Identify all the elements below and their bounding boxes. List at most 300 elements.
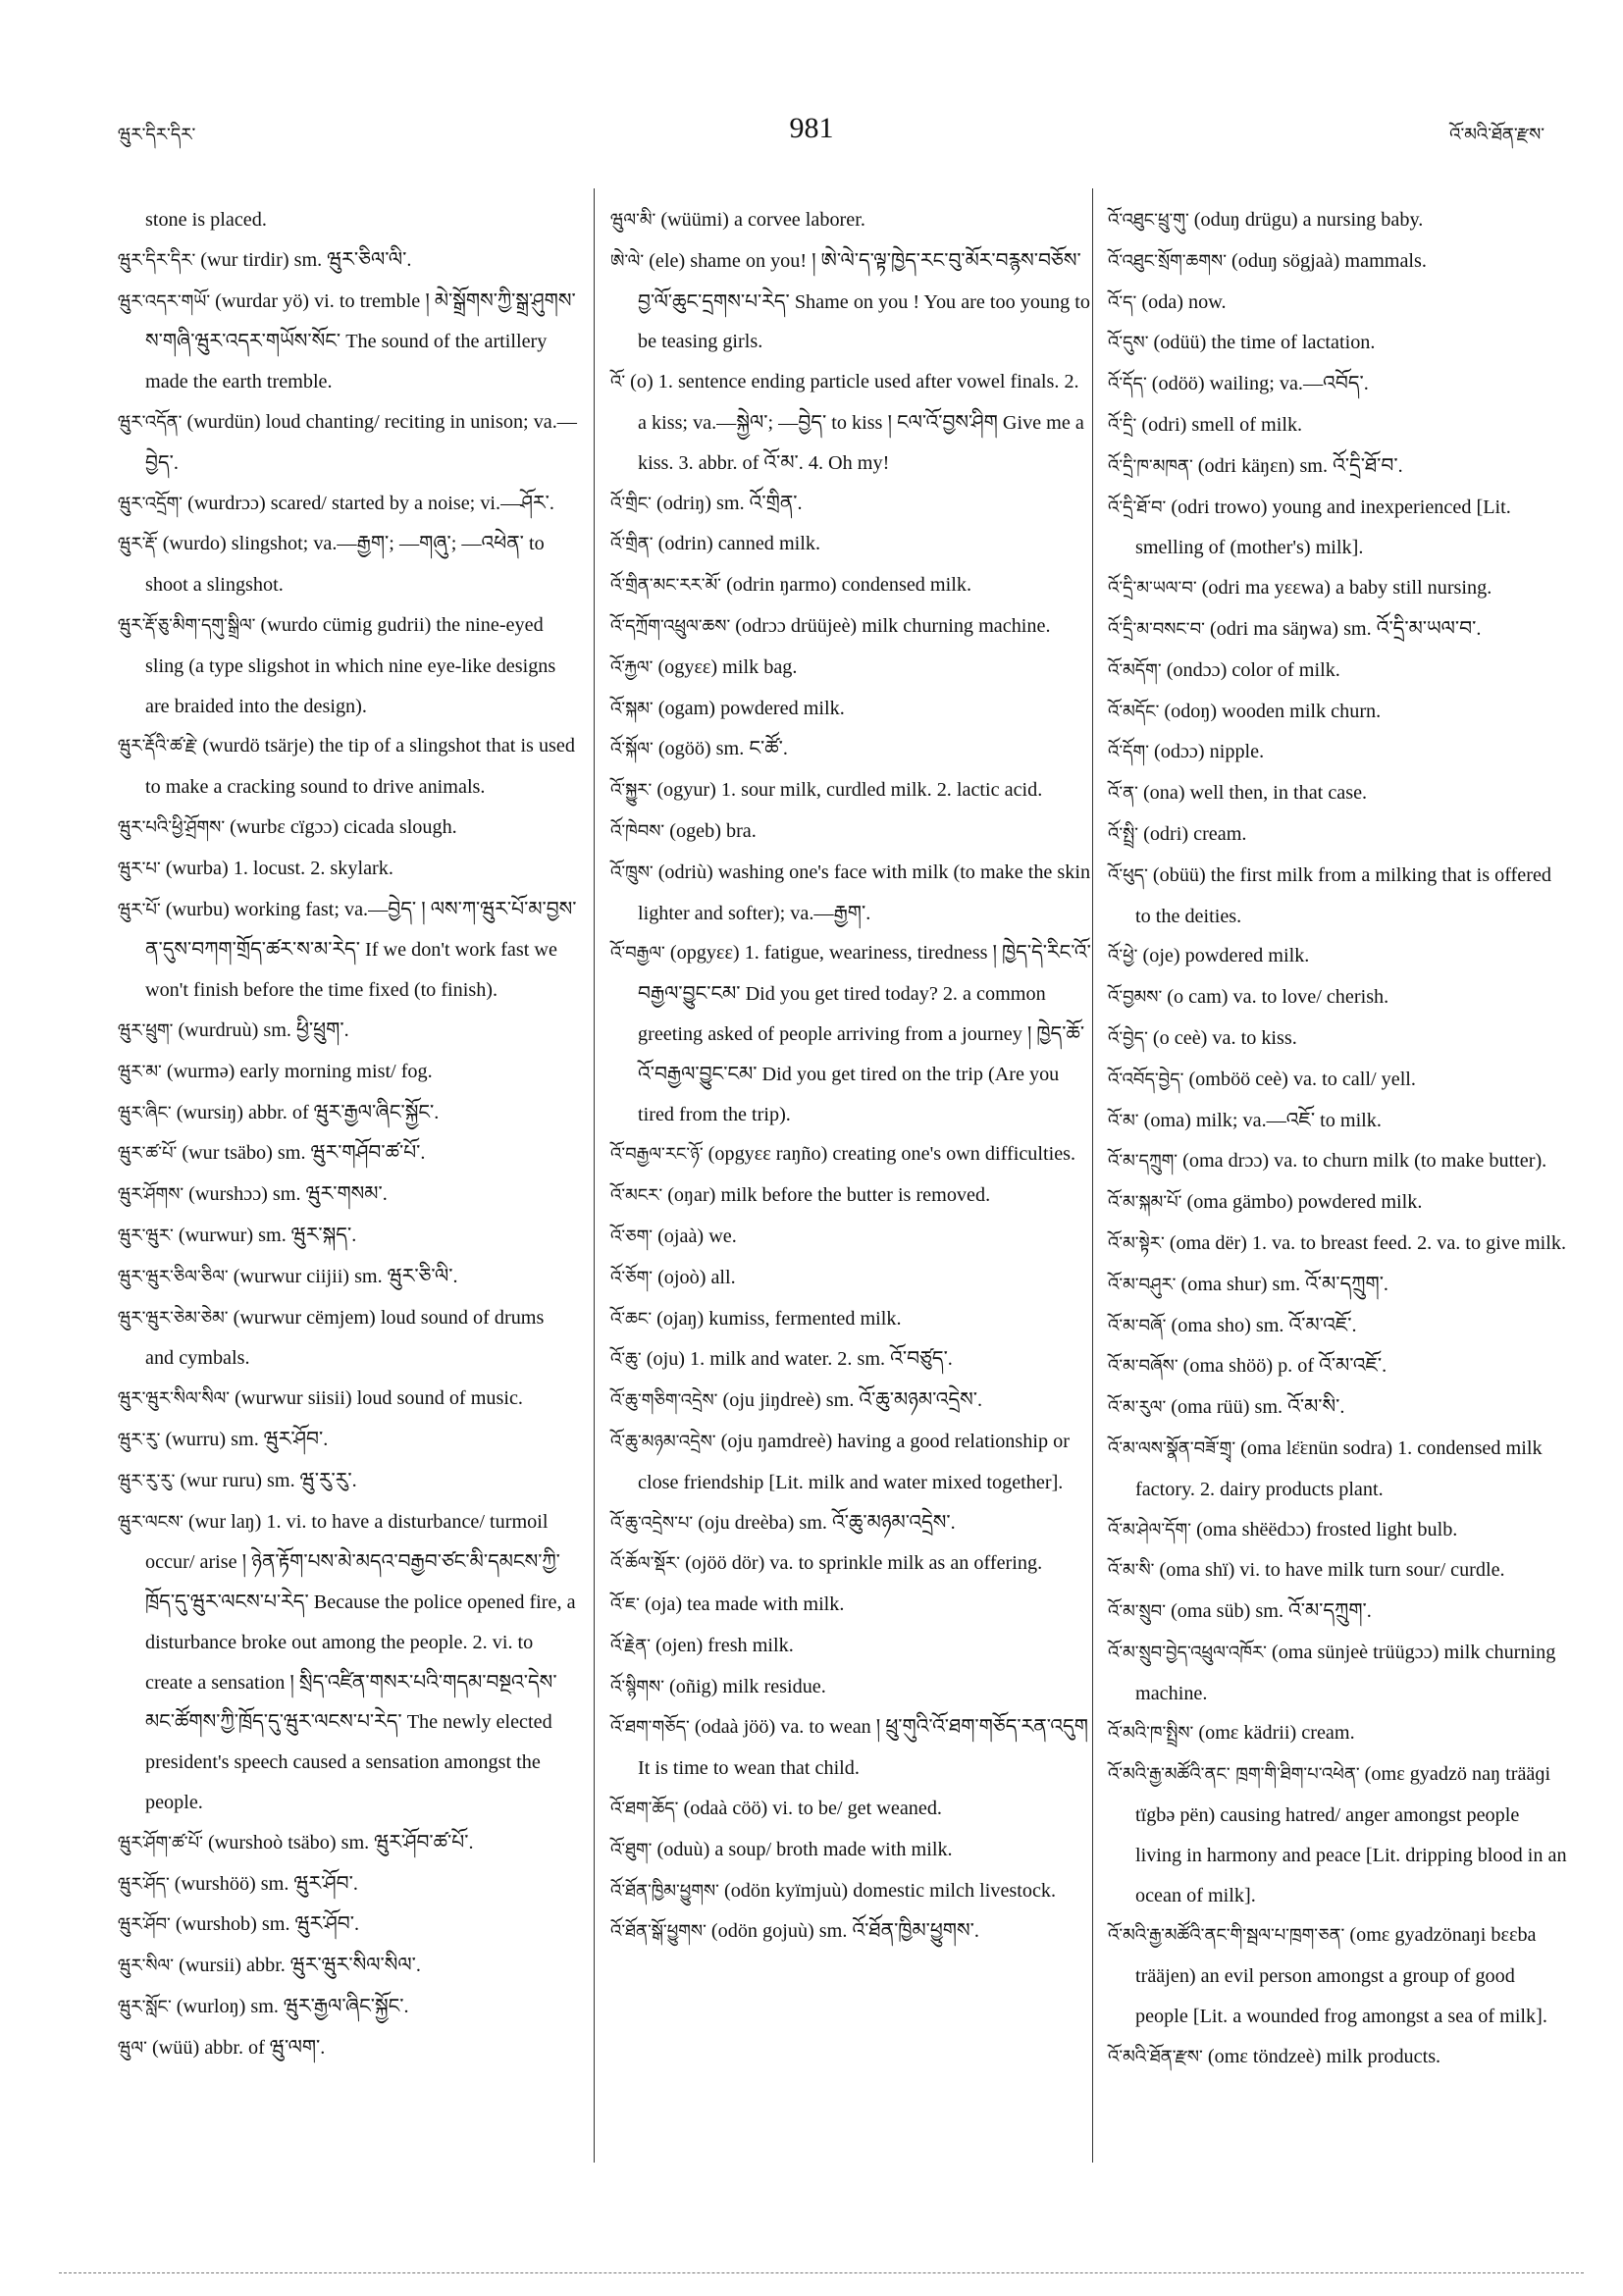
- dictionary-entry: [118, 200, 577, 240]
- entry-headword: འོ་མདོང་: [1108, 701, 1160, 722]
- entry-definition: (ojaà) we.: [657, 1225, 737, 1247]
- entry-definition: (obüü) the first milk from a milking that is offered to the deities.: [1135, 863, 1552, 927]
- entry-definition: (odüü) the time of lactation.: [1153, 332, 1376, 354]
- entry-headword: ཝུར་མ་: [118, 1061, 162, 1082]
- dictionary-entry: [118, 524, 577, 605]
- dictionary-entry: [1108, 1265, 1569, 1306]
- entry-headword: འོ་བྱེད་: [1108, 1027, 1148, 1049]
- entry-definition: (ogyur) 1. sour milk, curdled milk. 2. lactic acid.: [656, 779, 1043, 802]
- entry-definition: (odoŋ) wooden milk churn.: [1164, 700, 1382, 722]
- entry-headword: འོ་མ་བཞོས་: [1108, 1356, 1178, 1378]
- entry-headword: འོ་ཐོན་སྒོ་ཕྱུགས་: [610, 1921, 707, 1943]
- dictionary-entry: [118, 1823, 577, 1864]
- entry-headword: ཝུར་ཚ་པོ་: [118, 1143, 178, 1165]
- entry-headword: ཝུར་འདྲོག་: [118, 493, 183, 514]
- entry-definition: (odrin) canned milk.: [657, 533, 820, 555]
- entry-definition: (wurdo cümig gudrii) the nine-eyed sling (a type sligshot in which nine eye-like designs are braided into the design).: [145, 613, 556, 717]
- entry-definition: (odɔɔ) nipple.: [1154, 741, 1265, 763]
- entry-definition: (oju dreèba) sm. འོ་ཆུ་མཉམ་འདྲེས་.: [698, 1511, 956, 1534]
- entry-definition: (oma lɛ̈ɛnün sodra) 1. condensed milk factory. 2. dairy products plant.: [1135, 1436, 1543, 1500]
- dictionary-entry: [1108, 1713, 1569, 1754]
- dictionary-entry: [610, 1299, 1091, 1340]
- entry-headword: འོ་དུས་: [1108, 333, 1149, 354]
- entry-definition: (wursii) abbr. ཝུར་ཝུར་སིལ་སིལ་.: [179, 1955, 421, 1977]
- entry-definition: (wurbɛ cïgɔɔ) cicada slough.: [230, 815, 457, 838]
- dictionary-entry: [118, 1905, 577, 1946]
- entry-definition: (odriù) washing one's face with milk (to make the skin lighter and softer); va.—རྒྱག་.: [638, 861, 1091, 924]
- entry-definition: (wur laŋ) 1. vi. to have a disturbance/ turmoil occur/ arise ། ཉེན་རྟོག་པས་མེ་མདའ་བརྒྱབ་ཙང་མི་དམངས་ཀྱི་ཁྲོད་དུ་ཝུར་ལངས་པ་རེད་ Because the police opened fire, a disturbance broke out among the people. 2. vi. to create a sensation ། སྲིད་འཛིན་གསར་པའི་གདམ་བསྔའ་དེས་མང་ཚོགས་ཀྱི་ཁྲོད་དུ་ཝུར་ལངས་པ་རེད་ The newly elected president's speech caused a sensation amongst the people.: [145, 1510, 576, 1814]
- dictionary-entry: [118, 1257, 577, 1298]
- entry-definition: (wurwur) sm. ཝུར་སྐད་.: [178, 1224, 357, 1246]
- dictionary-entry: [1108, 609, 1569, 651]
- dictionary-entry: [1108, 1387, 1569, 1429]
- entry-headword: འོ་ཆུ་: [610, 1349, 642, 1371]
- entry-definition: (wüümi) a corvee laborer.: [660, 209, 865, 231]
- entry-definition: (ogöö) sm. ང་ཚོ་.: [657, 738, 788, 760]
- entry-definition: stone is placed.: [145, 209, 267, 231]
- entry-definition: (ojöö dör) va. to sprinkle milk as an offering.: [685, 1552, 1043, 1575]
- dictionary-entry: [610, 729, 1091, 770]
- dictionary-entry: [1108, 732, 1569, 773]
- entry-headword: འོ་ཁེབས་: [610, 820, 665, 842]
- dictionary-entry: [1108, 1182, 1569, 1224]
- bottom-scan-line: [59, 2272, 1584, 2273]
- entry-definition: (oma shëëdɔɔ) frosted light bulb.: [1196, 1518, 1458, 1540]
- entry-headword: འོ་ཐག་གཅོད་: [610, 1717, 690, 1739]
- entry-definition: (ojen) fresh milk.: [655, 1634, 794, 1656]
- dictionary-entry: [610, 933, 1091, 1134]
- dictionary-entry: [118, 890, 577, 1011]
- entry-definition: (wurdar yö) vi. to tremble ། མེ་སྒྲོགས་ཀྱི་སྒྲ་ཤུགས་ས་གཞི་ཝུར་འདར་གཡོས་སོང་ The sound of the artillery made the earth tremble.: [145, 289, 576, 393]
- entry-headword: འོ་ཅག་: [610, 1226, 654, 1247]
- entry-headword: འོ་ཆུ་འདྲེས་པ་: [610, 1512, 694, 1534]
- dictionary-entry: [1108, 1510, 1569, 1551]
- dictionary-entry: [1108, 2037, 1569, 2078]
- entry-headword: འོ་གྲིན་: [610, 534, 654, 555]
- entry-definition: (ona) well then, in that case.: [1142, 782, 1368, 805]
- entry-headword: འོ་འཐུང་ཕྲུ་གུ་: [1108, 210, 1189, 231]
- entry-headword: ཝུར་ཕྲུག་: [118, 1019, 174, 1041]
- dictionary-entry: [1108, 1754, 1569, 1915]
- dictionary-entry: [118, 1864, 577, 1905]
- entry-headword: འོ་མ་: [1108, 1110, 1139, 1131]
- dictionary-entry: [610, 1789, 1091, 1830]
- entry-definition: (wurshöö) sm. ཝུར་ཤོབ་.: [174, 1872, 358, 1895]
- entry-definition: (wurshɔɔ) sm. ཝུར་གསམ་.: [188, 1183, 388, 1206]
- entry-definition: (odrɔɔ drüüjeè) milk churning machine.: [735, 614, 1051, 637]
- entry-definition: (odri ma yɛɛwa) a baby still nursing.: [1201, 577, 1492, 600]
- dictionary-entry: [1108, 1060, 1569, 1101]
- dictionary-entry: [610, 1217, 1091, 1258]
- dictionary-entry: [610, 1911, 1091, 1953]
- dictionary-entry: [118, 1174, 577, 1216]
- dictionary-entry: [610, 1543, 1091, 1585]
- entry-headword: ཝུར་པ་: [118, 858, 161, 879]
- dictionary-entry: [1108, 814, 1569, 856]
- entry-definition: (ojaŋ) kumiss, fermented milk.: [656, 1307, 902, 1330]
- entry-definition: (wurloŋ) sm. ཝུར་རྒྱལ་ཞིང་སྐྱོང་.: [176, 1996, 409, 2018]
- running-head-right: འོ་མའི་ཐོན་རྫས་: [1449, 125, 1544, 145]
- entry-definition: (wur tirdir) sm. ཝུར་ཅིལ་ལི་.: [200, 248, 412, 271]
- entry-definition: (odriŋ) sm. འོ་གྲིན་.: [656, 492, 803, 514]
- dictionary-entry: [1108, 241, 1569, 283]
- entry-definition: (omɛ gyadzö naŋ trääɡi tïgbə pën) causing hatred/ anger amongst people living in harmony and peace [Lit. dripping blood in an ocean of milk].: [1135, 1763, 1567, 1906]
- entry-headword: ཝུར་རུ་རུ་: [118, 1470, 176, 1491]
- dictionary-entry: [610, 811, 1091, 853]
- entry-definition: (odri ma säŋwa) sm. འོ་དྲི་མ་ཡལ་བ་.: [1209, 617, 1482, 640]
- dictionary-entry: [1108, 1915, 1569, 2036]
- dictionary-entry: [1108, 856, 1569, 937]
- entry-headword: ཝུར་ཤོད་: [118, 1873, 170, 1895]
- entry-definition: (odrin ŋarmo) condensed milk.: [726, 574, 971, 597]
- entry-definition: (wüü) abbr. of ཝུ་ལག་.: [151, 2036, 326, 2059]
- entry-headword: འོ་བརྒྱལ་རང་ཉོ་: [610, 1144, 704, 1166]
- entry-headword: འོ་དྲི་ཁ་མཁན་: [1108, 455, 1193, 477]
- page-header: [0, 110, 1623, 169]
- dictionary-entry: [1108, 283, 1569, 324]
- dictionary-entry: [118, 1420, 577, 1461]
- dictionary-entry: [610, 1422, 1091, 1503]
- entry-headword: ཝུར་ཝུར་: [118, 1225, 174, 1246]
- dictionary-entry: [610, 1585, 1091, 1626]
- dictionary-entry: [610, 770, 1091, 811]
- entry-headword: འོ་སྤྲི་: [1108, 823, 1139, 845]
- dictionary-entry: [610, 1381, 1091, 1422]
- column-divider: [594, 188, 595, 2163]
- entry-definition: (wurshob) sm. ཝུར་ཤོབ་.: [175, 1913, 359, 1936]
- dictionary-entry: [118, 240, 577, 282]
- dictionary-entry: [1108, 692, 1569, 733]
- dictionary-entry: [1108, 488, 1569, 569]
- entry-definition: (wurwur cëmjem) loud sound of drums and cymbals.: [145, 1306, 545, 1370]
- entry-headword: ཝུར་ཞིང་: [118, 1102, 172, 1123]
- dictionary-entry: [610, 689, 1091, 730]
- entry-headword: ཝུར་ཤོགས་: [118, 1184, 184, 1206]
- entry-definition: (oma rüü) sm. འོ་མ་སི་.: [1171, 1396, 1345, 1419]
- entry-headword: འོ་མ་སྲུབ་བྱེད་འཕྲུལ་འཁོར་: [1108, 1642, 1267, 1663]
- dictionary-entry: [1108, 200, 1569, 241]
- entry-headword: འོ་ཆུ་མཉམ་འདྲེས་: [610, 1431, 716, 1452]
- dictionary-entry: [610, 1503, 1091, 1544]
- dictionary-entry: [118, 1216, 577, 1257]
- dictionary-entry: [1108, 323, 1569, 364]
- entry-headword: འོ་ན་: [1108, 783, 1138, 805]
- entry-headword: ཝུར་རྡོའི་ཚ་རྗེ་: [118, 736, 198, 757]
- dictionary-entry: [1108, 936, 1569, 977]
- dictionary-entry: [1108, 568, 1569, 609]
- entry-headword: འོ་སྐོལ་: [610, 739, 654, 760]
- entry-definition: (oma sho) sm. འོ་མ་འཇོ་.: [1171, 1314, 1357, 1336]
- entry-definition: (odri trowo) young and inexperienced [Lit. smelling of (mother's) milk].: [1135, 496, 1511, 559]
- entry-definition: (ojoò) all.: [657, 1266, 736, 1288]
- entry-definition: (ogam) powdered milk.: [657, 697, 845, 719]
- dictionary-entry: [1108, 651, 1569, 692]
- dictionary-entry: [118, 282, 577, 402]
- entry-definition: (odri) smell of milk.: [1141, 413, 1303, 436]
- dictionary-entry: [610, 241, 1091, 362]
- entry-headword: ཨེ་ལེ་: [610, 250, 645, 272]
- dictionary-entry: [1108, 1141, 1569, 1182]
- entry-definition: (ogyɛɛ) milk bag.: [657, 655, 798, 678]
- entry-definition: (omɛ gyadzönaŋi bɛɛba trääjen) an evil person amongst a group of good people [Lit. a wounded frog amongst a sea of milk].: [1135, 1924, 1547, 2028]
- entry-definition: (oduŋ sögjaà) mammals.: [1231, 249, 1427, 272]
- dictionary-entry: [1108, 773, 1569, 814]
- dictionary-entry: [1108, 1306, 1569, 1347]
- running-head-left: ཝུར་དིར་དིར་: [118, 125, 196, 145]
- entry-definition: (oduù) a soup/ broth made with milk.: [656, 1838, 953, 1860]
- entry-definition: (oma süb) sm. འོ་མ་དཀྲུག་.: [1171, 1600, 1372, 1623]
- dictionary-entry: [118, 1011, 577, 1052]
- entry-headword: ཝུར་དིར་དིར་: [118, 249, 196, 271]
- dictionary-entry: [1108, 1550, 1569, 1592]
- entry-headword: འོ་མ་དཀྲུག་: [1108, 1151, 1178, 1173]
- entry-headword: ཝུར་ཝུར་ཅིལ་ཅིལ་: [118, 1266, 229, 1287]
- dictionary-entry: [1108, 1101, 1569, 1142]
- entry-definition: (wurdö tsärje) the tip of a slingshot that is used to make a cracking sound to drive animals.: [145, 735, 575, 799]
- entry-headword: འོ་མ་ལས་སྣོན་བཟོ་གྲྭ་: [1108, 1437, 1236, 1459]
- entry-definition: (wurbu) working fast; va.—བྱེད་ ། ལས་ཀ་ཝུར་པོ་མ་བྱས་ན་དུས་བཀག་གྲོད་ཚར་ས་མ་རེད་ If we don't work fast we won't finish before the time fixed (to finish).: [145, 898, 577, 1002]
- entry-definition: (oma gämbo) powdered milk.: [1186, 1191, 1423, 1214]
- entry-headword: འོ་དྲི་: [1108, 414, 1137, 436]
- entry-definition: (omɛ töndzeè) milk products.: [1207, 2045, 1441, 2067]
- entry-headword: འོ་ད་: [1108, 291, 1137, 313]
- entry-headword: ཝུལ་མི་: [610, 210, 656, 231]
- entry-headword: འོ་མདོག་: [1108, 659, 1162, 681]
- entry-headword: འོ་ཆུ་གཅིག་འདྲེས་: [610, 1390, 718, 1412]
- entry-definition: (opgyɛɛ raŋño) creating one's own difficulties.: [707, 1143, 1076, 1166]
- entry-headword: འོ་གྲིན་མང་རར་མོ་: [610, 575, 722, 597]
- entry-definition: (odöö) wailing; va.—འབོད་.: [1151, 373, 1369, 395]
- entry-headword: འོ་དྲི་མ་ཡལ་བ་: [1108, 578, 1197, 600]
- entry-headword: འོ་རྗེན་: [610, 1635, 651, 1656]
- entry-definition: (oma drɔɔ) va. to churn milk (to make butter).: [1182, 1150, 1547, 1173]
- entry-headword: འོ་ཐོན་ཁྱིམ་ཕྱུགས་: [610, 1880, 719, 1902]
- entry-definition: (o ceè) va. to kiss.: [1152, 1026, 1297, 1049]
- dictionary-entry: [1108, 1429, 1569, 1510]
- dictionary-entry: [118, 1461, 577, 1502]
- dictionary-entry: [610, 853, 1091, 934]
- entry-definition: (odri) cream.: [1143, 822, 1247, 845]
- dictionary-entry: [1108, 1224, 1569, 1265]
- entry-headword: འོ་མ་སྟེར་: [1108, 1232, 1165, 1254]
- entry-headword: ཝུལ་: [118, 2037, 147, 2059]
- entry-definition: (oju ŋamdreè) having a good relationship or close friendship [Lit. milk and water mixed together].: [638, 1430, 1070, 1493]
- dictionary-entry: [610, 1134, 1091, 1175]
- entry-headword: འོ་མ་བཤུར་: [1108, 1274, 1177, 1295]
- page-number: 981: [789, 112, 834, 144]
- entry-headword: འོ་སྙིགས་: [610, 1676, 664, 1697]
- entry-definition: (wurdruù) sm. ཕྱི་ཕྲུག་.: [178, 1018, 349, 1041]
- entry-definition: (o cam) va. to love/ cherish.: [1167, 986, 1389, 1009]
- entry-headword: འོ་རྐྱལ་: [610, 656, 654, 678]
- dictionary-entry: [118, 402, 577, 484]
- dictionary-entry: [610, 565, 1091, 606]
- dictionary-entry: [118, 849, 577, 890]
- entry-definition: (wur ruru) sm. ཝུ་རུ་རུ་.: [180, 1469, 357, 1491]
- dictionary-entry: [610, 484, 1091, 525]
- dictionary-entry: [610, 1626, 1091, 1667]
- dictionary-entry: [610, 1707, 1091, 1789]
- dictionary-entry: [610, 606, 1091, 648]
- entry-headword: འོ་གྲིང་: [610, 493, 652, 514]
- entry-definition: (oma shur) sm. འོ་མ་དཀྲུག་.: [1180, 1273, 1388, 1295]
- entry-definition: (odaà jöö) va. to wean ། ཕྲུ་གུའི་འོ་ཐག་གཅོད་རན་འདུག It is time to wean that child.: [638, 1716, 1088, 1780]
- entry-definition: (oma) milk; va.—འཇོ་ to milk.: [1143, 1109, 1382, 1131]
- entry-definition: (oñig) milk residue.: [669, 1675, 826, 1697]
- entry-headword: ཝུར་ཤོབ་: [118, 1914, 171, 1936]
- dictionary-entry: [610, 524, 1091, 565]
- entry-definition: (wurwur ciijii) sm. ཝུར་ཅི་ལི་.: [233, 1265, 458, 1287]
- entry-headword: འོ་འཐུང་སྲོག་ཆགས་: [1108, 250, 1227, 272]
- entry-headword: འོ་མ་སི་: [1108, 1560, 1155, 1582]
- entry-headword: འོ་འབོད་བྱེད་: [1108, 1069, 1184, 1090]
- entry-headword: འོ་: [610, 372, 626, 393]
- dictionary-entry: [610, 1830, 1091, 1871]
- dictionary-entry: [118, 1093, 577, 1134]
- entry-headword: ཝུར་པའི་ཕྱི་ཤྲོགས་: [118, 816, 226, 838]
- entry-headword: ཝུར་རྡོ་: [118, 534, 158, 555]
- entry-headword: ཝུར་ལངས་: [118, 1511, 183, 1533]
- entry-headword: ཝུར་པོ་: [118, 899, 161, 920]
- entry-definition: (opgyɛɛ) 1. fatigue, weariness, tiredness ། ཁྱེད་དེ་རིང་འོ་བརྒྱལ་བྱུང་ངམ་ Did you get tired today? 2. a common greeting asked of people arriving from a journey ། ཁྱེད་ཆོ་འོ་བརྒྱལ་བྱུང་ངམ་ Did you get tired on the trip (Are you tired from the trip).: [638, 942, 1091, 1125]
- entry-definition: (oma shöö) p. of འོ་མ་འཇོ་.: [1182, 1355, 1387, 1378]
- dictionary-entry: [1108, 977, 1569, 1018]
- dictionary-entry: [1108, 1633, 1569, 1714]
- entry-definition: (wurdün) loud chanting/ reciting in unison; va.—བྱེད་.: [145, 410, 577, 474]
- entry-headword: འོ་ཕུད་: [1108, 864, 1148, 886]
- entry-definition: (oma sünjeè trüügɔɔ) milk churning machine.: [1135, 1641, 1556, 1704]
- dictionary-entry: [610, 1667, 1091, 1708]
- entry-headword: འོ་བྱམས་: [1108, 987, 1163, 1009]
- dictionary-entry: [1108, 1592, 1569, 1633]
- entry-headword: འོ་ཁྲུས་: [610, 861, 654, 883]
- entry-headword: འོ་མངར་: [610, 1185, 663, 1207]
- entry-definition: (wurshoò tsäbo) sm. ཝུར་ཤོབ་ཚ་པོ་.: [207, 1831, 474, 1853]
- entry-definition: (wurmə) early morning mist/ fog.: [166, 1060, 433, 1082]
- entry-headword: འོ་སྐྱུར་: [610, 780, 653, 802]
- dictionary-entry: [610, 1871, 1091, 1912]
- entry-headword: འོ་ཇ་: [610, 1594, 640, 1616]
- entry-headword: འོ་མའི་ཁ་སྤྲིས་: [1108, 1723, 1194, 1745]
- entry-headword: འོ་དཀྲོག་འཕྲུལ་ཆས་: [610, 615, 731, 637]
- entry-headword: འོ་ཐག་ཆོད་: [610, 1799, 679, 1820]
- entry-definition: (oŋar) milk before the butter is removed.: [667, 1184, 991, 1207]
- entry-headword: འོ་བརྒྱལ་: [610, 943, 665, 965]
- entry-headword: འོ་ཕྱེ་: [1108, 946, 1138, 967]
- entry-headword: འོ་སྐམ་: [610, 698, 654, 719]
- dictionary-entry: [118, 1379, 577, 1420]
- entry-definition: (oju jiŋdreè) sm. འོ་ཆུ་མཉམ་འདྲེས་.: [722, 1389, 983, 1412]
- column-2: [610, 200, 1091, 1953]
- entry-headword: འོ་མ་རུལ་: [1108, 1397, 1167, 1419]
- entry-definition: (wurdo) slingshot; va.—རྒྱག་; —གཞུ་; —འཕེན་ to shoot a slingshot.: [145, 533, 545, 597]
- entry-definition: (oju) 1. milk and water. 2. sm. འོ་བཙུད་.: [646, 1348, 953, 1371]
- dictionary-entry: [118, 1052, 577, 1093]
- entry-headword: འོ་ཐུག་: [610, 1839, 653, 1860]
- entry-definition: (o) 1. sentence ending particle used after vowel finals. 2. a kiss; va.—སྐྱེལ་; —བྱེད་ to kiss ། ངལ་འོ་བྱས་ཤིག Give me a kiss. 3. abbr. of འོ་མ་. 4. Oh my!: [630, 371, 1084, 474]
- entry-definition: (omɛ kädrii) cream.: [1198, 1722, 1355, 1745]
- dictionary-entry: [118, 605, 577, 726]
- entry-definition: (odön kyïmjuù) domestic milch livestock.: [723, 1879, 1057, 1902]
- entry-definition: (ogeb) bra.: [669, 819, 757, 842]
- entry-definition: (ondɔɔ) color of milk.: [1166, 658, 1340, 681]
- dictionary-entry: [118, 808, 577, 849]
- entry-definition: (wurdrɔɔ) scared/ started by a noise; vi.—ཤོར་.: [187, 492, 554, 514]
- entry-headword: འོ་ཆོལ་སྡོར་: [610, 1553, 681, 1575]
- entry-headword: འོ་མའི་རྒྱ་མཚོའི་ནང་གི་སྦལ་པ་ཁྲག་ཅན་: [1108, 1925, 1345, 1947]
- dictionary-entry: [118, 2028, 577, 2069]
- entry-headword: ཝུར་འདོན་: [118, 411, 183, 433]
- dictionary-entry: [118, 484, 577, 525]
- entry-definition: (wurwur siisii) loud sound of music.: [235, 1387, 523, 1410]
- entry-headword: འོ་མའི་རྒྱ་མཚོའི་ནང་ ཁྲག་གི་ཐིག་པ་འཕེན་: [1108, 1764, 1360, 1786]
- entry-headword: ཝུར་འདར་གཡོ་: [118, 290, 211, 312]
- entry-definition: (oduŋ drügu) a nursing baby.: [1193, 209, 1424, 231]
- entry-headword: འོ་མ་སྲུབ་: [1108, 1601, 1167, 1623]
- dictionary-entry: [610, 1258, 1091, 1299]
- entry-definition: (odön gojuù) sm. འོ་ཐོན་ཁྱིམ་ཕྱུགས་.: [710, 1920, 979, 1943]
- entry-headword: འོ་དྲི་མ་བསང་བ་: [1108, 618, 1205, 640]
- dictionary-entry: [1108, 1018, 1569, 1060]
- entry-headword: ཝུར་རྡོ་ཅུ་མིག་དགུ་སྒྲིལ་: [118, 614, 256, 636]
- entry-definition: (ele) shame on you! ། ཨེ་ལེ་ད་ལྟ་ཁྱེད་རང་བུ་མོར་བརྙས་བཅོས་བྱ་ལོ་ཆུང་དྲགས་པ་རེད་ Shame on you ! You are too young to be teasing girls.: [638, 249, 1090, 353]
- dictionary-entry: [610, 1175, 1091, 1217]
- entry-definition: (omböö ceè) va. to call/ yell.: [1188, 1068, 1416, 1090]
- dictionary-entry: [118, 1133, 577, 1174]
- entry-definition: (oma shï) vi. to have milk turn sour/ curdle.: [1159, 1559, 1505, 1582]
- entry-definition: (oja) tea made with milk.: [644, 1593, 845, 1616]
- entry-definition: (oma dër) 1. va. to breast feed. 2. va. to give milk.: [1169, 1231, 1567, 1254]
- entry-definition: (wur tsäbo) sm. ཝུར་གཤོབ་ཚ་པོ་.: [182, 1142, 426, 1165]
- entry-headword: འོ་མ་ཤེལ་དོག་: [1108, 1519, 1192, 1540]
- entry-headword: ཝུར་ཝུར་སིལ་སིལ་: [118, 1388, 231, 1410]
- entry-headword: ཝུར་སིལ་: [118, 1956, 175, 1977]
- dictionary-entry: [610, 648, 1091, 689]
- entry-headword: འོ་དོག་: [1108, 742, 1149, 763]
- dictionary-entry: [610, 200, 1091, 241]
- dictionary-entry: [118, 726, 577, 808]
- column-3: [1108, 200, 1569, 2078]
- entry-headword: འོ་དྲི་ཐོ་བ་: [1108, 496, 1167, 518]
- entry-definition: (oje) powdered milk.: [1142, 945, 1310, 967]
- dictionary-entry: [1108, 1346, 1569, 1387]
- entry-definition: (wursiŋ) abbr. of ཝུར་རྒྱལ་ཞིང་སྐྱོང་.: [176, 1101, 440, 1123]
- entry-headword: ཝུར་ཝུར་ཅེམ་ཅེམ་: [118, 1307, 229, 1329]
- entry-definition: (oda) now.: [1141, 290, 1227, 313]
- entry-headword: འོ་མ་བཞོ་: [1108, 1315, 1167, 1336]
- dictionary-entry: [1108, 446, 1569, 488]
- entry-definition: (odaà cöö) vi. to be/ get weaned.: [683, 1798, 942, 1820]
- dictionary-entry: [118, 1987, 577, 2028]
- entry-headword: ཝུར་སློང་: [118, 1997, 172, 2018]
- entry-definition: (wurru) sm. ཝུར་ཤོབ་.: [165, 1428, 329, 1450]
- entry-headword: ཝུར་ཤོག་ཚ་པོ་: [118, 1832, 203, 1853]
- entry-headword: ཝུར་རུ་: [118, 1429, 161, 1450]
- dictionary-entry: [610, 362, 1091, 483]
- column-divider: [1092, 188, 1093, 2163]
- entry-headword: འོ་ཆང་: [610, 1308, 653, 1330]
- entry-definition: (wurba) 1. locust. 2. skylark.: [165, 857, 393, 879]
- entry-headword: འོ་དོད་: [1108, 374, 1147, 395]
- dictionary-entry: [118, 1502, 577, 1823]
- entry-headword: འོ་མའི་ཐོན་རྫས་: [1108, 2046, 1203, 2067]
- entry-definition: (odri käŋɛn) sm. འོ་དྲི་ཐོ་བ་.: [1197, 454, 1403, 477]
- dictionary-entry: [610, 1339, 1091, 1381]
- entry-headword: འོ་ཅོག་: [610, 1267, 654, 1288]
- column-1: [118, 200, 577, 2069]
- dictionary-entry: [1108, 364, 1569, 405]
- entry-headword: འོ་མ་སྐམ་པོ་: [1108, 1192, 1182, 1214]
